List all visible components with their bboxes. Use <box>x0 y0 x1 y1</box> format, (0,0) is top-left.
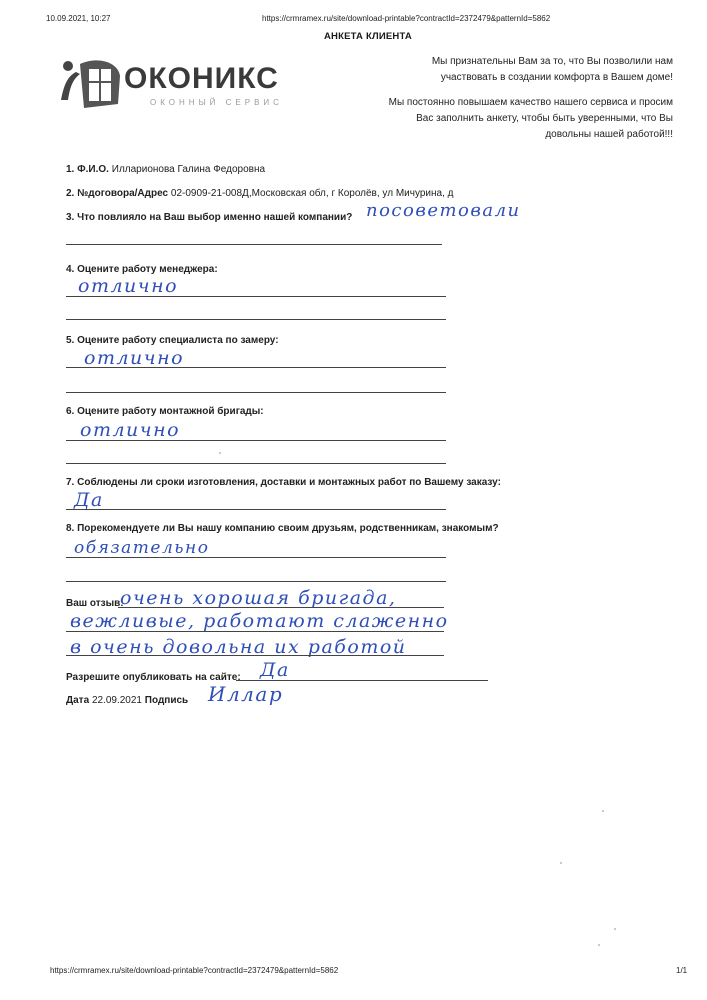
q6-label: 6. Оцените работу монтажной бригады: <box>66 406 264 417</box>
review-rule-3 <box>66 655 444 656</box>
publish-answer: Да <box>260 659 290 681</box>
q4-answer-line-1 <box>66 296 446 297</box>
footer-url: https://crmramex.ru/site/download-printable?contractId=2372479&patternId=5862 <box>50 966 339 975</box>
intro-line: довольны нашей работой!!! <box>545 129 673 140</box>
q5-answer-line-1 <box>66 367 446 368</box>
review-rule-2 <box>66 631 444 632</box>
q3-answer: посоветовали <box>366 200 521 221</box>
q3-label: 3. Что повлияло на Ваш выбор именно нашей компании? <box>66 212 353 223</box>
intro-line: Мы признательны Вам за то, что Вы позволили нам <box>431 56 673 67</box>
page-number: 1/1 <box>676 966 688 975</box>
q5-label: 5. Оцените работу специалиста по замеру: <box>66 335 279 346</box>
q7-label: 7. Соблюдены ли сроки изготовления, доставки и монтажных работ по Вашему заказу: <box>66 477 501 488</box>
print-url: https://crmramex.ru/site/download-printable?contractId=2372479&patternId=5862 <box>262 14 551 23</box>
review-line-1: очень хорошая бригада, <box>120 587 397 609</box>
q6-answer-line-1 <box>66 440 446 441</box>
q7-answer-line <box>66 509 446 510</box>
intro-line: участвовать в создании комфорта в Вашем доме! <box>440 72 673 83</box>
q2-row <box>66 188 453 199</box>
intro-line: Вас заполнить анкету, чтобы быть уверенными, что Вы <box>416 113 673 124</box>
logo-name: ОКОНИКС <box>124 62 279 95</box>
q1-label: 1. Ф.И.О. <box>66 164 109 175</box>
window-figure-icon <box>58 54 122 114</box>
q8-label: 8. Порекомендуете ли Вы нашу компанию своим друзьям, родственникам, знакомым? <box>66 523 499 534</box>
handwritten-signature: Иллар <box>208 682 284 706</box>
date-value: 22.09.2021 <box>91 695 142 706</box>
q4-answer-line-2 <box>66 319 446 320</box>
q6-answer: отлично <box>80 419 181 441</box>
q1-row <box>66 164 265 175</box>
q7-answer: Да <box>74 489 104 511</box>
review-rule-1 <box>118 607 444 608</box>
review-line-3: в очень довольна их работой <box>70 636 407 658</box>
logo-tagline: ОКОННЫЙ СЕРВИС <box>150 98 283 107</box>
q8-answer-line-2 <box>66 581 446 582</box>
print-datetime: 10.09.2021, 10:27 <box>46 14 111 23</box>
q8-answer-line-1 <box>66 557 446 558</box>
publish-label: Разрешите опубликовать на сайте: <box>66 672 241 683</box>
intro-line: Мы постоянно повышаем качество нашего сервиса и просим <box>388 97 673 108</box>
signature-row <box>66 695 188 706</box>
q1-value: Илларионова Галина Федоровна <box>111 164 266 175</box>
q2-value: 02-0909-21-008Д,Московская обл, г Королёв, ул Мичурина, д <box>170 188 454 199</box>
q2-label: 2. №договора/Адрес <box>66 188 169 199</box>
q3-answer-line <box>66 244 442 245</box>
intro-text <box>343 54 673 143</box>
q8-answer: обязательно <box>74 538 210 558</box>
q6-answer-line-2 <box>66 463 446 464</box>
review-label: Ваш отзыв: <box>66 598 124 609</box>
q4-answer: отлично <box>78 275 179 297</box>
review-line-2: вежливые, работают слаженно <box>70 610 449 632</box>
company-logo <box>58 54 288 114</box>
publish-line <box>236 680 488 681</box>
q4-label: 4. Оцените работу менеджера: <box>66 264 218 275</box>
signature-label: Подпись <box>144 695 189 706</box>
q5-answer: отлично <box>84 347 185 369</box>
q5-answer-line-2 <box>66 392 446 393</box>
page-title: АНКЕТА КЛИЕНТА <box>324 31 412 42</box>
date-label: Дата <box>66 695 90 706</box>
